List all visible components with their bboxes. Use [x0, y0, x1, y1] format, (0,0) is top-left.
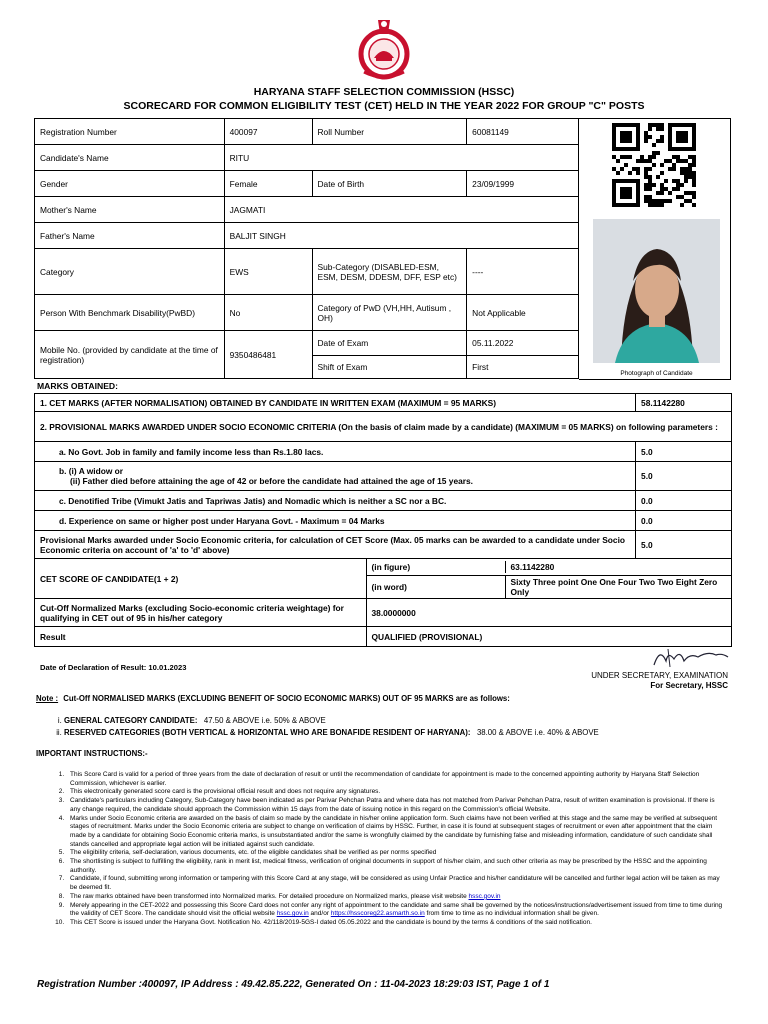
- note-item-general: i. GENERAL CATEGORY CANDIDATE: 47.50 & ABOVE i.e. 50% & ABOVE: [64, 716, 599, 725]
- category-label: Category: [35, 249, 225, 295]
- qr-code-icon: [610, 123, 698, 207]
- instruction-item: 7. Candidate, if found, submitting wrong information or tampering with this Score Card at any stage, will be considered as using Unfair Practice and his/her candidature will be cancelled and further legal action will be taken as may be deemed fit.: [66, 875, 724, 892]
- instruction-item: 5. The eligibility criteria, self-declaration, various documents, etc. of the eligible candidates shall be verified as per norms specified: [66, 849, 724, 858]
- photo-caption: Photograph of Candidate: [620, 370, 693, 377]
- criteria-a-label: a. No Govt. Job in family and family income less than Rs.1.80 lacs.: [35, 442, 636, 462]
- criteria-d-value: 0.0: [636, 511, 732, 531]
- result-value: QUALIFIED (PROVISIONAL): [366, 627, 732, 647]
- pwd-category-value: Not Applicable: [467, 295, 579, 331]
- hssc-link[interactable]: hssc.gov.in: [276, 910, 309, 918]
- instruction-item: 9. Merely appearing in the CET-2022 and possessing this Score Card does not confer any right of appointment to the candidate and same shall be governed by the notices/instructions/advertisement issued from time to time during the validity of CET Score. The candidate should visit the official website hssc.gov.in and/or https://hsscoreg22.asmarth.so.in from time to time as no individual information shall be given.: [66, 902, 724, 919]
- instruction-item: 2. This electronically generated score card is the provisional official result and does not require any signatures.: [66, 788, 724, 797]
- registration-portal-link[interactable]: https://hsscoreg22.asmarth.so.in: [330, 910, 425, 918]
- exam-date-label: Date of Exam: [312, 331, 467, 356]
- candidate-info-table: [34, 118, 579, 379]
- subcategory-label: Sub-Category (DISABLED-ESM, ESM, DESM, DDESM, DFF, ESP etc): [312, 249, 467, 295]
- declaration-date: Date of Declaration of Result: 10.01.2023: [40, 663, 187, 672]
- page-footer: Registration Number :400097, IP Address : 49.42.85.222, Generated On : 11-04-2023 18:29:03 IST, Page 1 of 1: [37, 979, 550, 990]
- criteria-a-value: 5.0: [636, 442, 732, 462]
- note-line: [36, 694, 510, 703]
- hssc-link[interactable]: hssc.gov.in: [468, 892, 501, 900]
- criteria-d-label: d. Experience on same or higher post under Haryana Govt. - Maximum = 04 Marks: [35, 511, 636, 531]
- gender-value: Female: [224, 171, 312, 197]
- provisional-marks-label: Provisional Marks awarded under Socio Economic criteria, for calculation of CET Score (Max. 05 marks can be awarded to a candidate under Socio Economic criteria on account of 'a' to 'd' above): [35, 531, 636, 559]
- marks-section-label: MARKS OBTAINED:: [37, 381, 118, 391]
- instructions-list: [48, 771, 724, 928]
- registration-number-label: Registration Number: [35, 119, 225, 145]
- pwbd-value: No: [224, 295, 312, 331]
- note-text: Cut-Off NORMALISED MARKS (EXCLUDING BENEFIT OF SOCIO ECONOMIC MARKS) OUT OF 95 MARKS are as follows:: [63, 694, 510, 703]
- cutoff-value: 38.0000000: [366, 599, 732, 627]
- criteria-c-label: c. Denotified Tribe (Vimukt Jatis and Tapriwas Jatis) and Nomadic which is neither a SC nor a BC.: [35, 491, 636, 511]
- dob-label: Date of Birth: [312, 171, 467, 197]
- pwbd-label: Person With Benchmark Disability(PwBD): [35, 295, 225, 331]
- candidate-name-value: RITU: [224, 145, 578, 171]
- roll-number-label: Roll Number: [312, 119, 467, 145]
- criteria-b-cell: [35, 462, 636, 491]
- instruction-item: 6. The shortlisting is subject to fulfilling the eligibility, rank in merit list, medical fitness, verification of original documents in support of his/her claim, and such other criteria as may be prescribed by the HSSC and the appointing authority.: [66, 858, 724, 875]
- commission-title: HARYANA STAFF SELECTION COMMISSION (HSSC): [253, 86, 515, 98]
- candidate-photo: [593, 219, 720, 363]
- instruction-item: 10. This CET Score is issued under the Haryana Govt. Notification No. 42/118/2019-5GS-I dated 05.05.2022 and the candidate is bound by the terms & conditions of the said notification.: [66, 919, 724, 928]
- in-figure-value: 63.1142280: [510, 562, 555, 572]
- criteria-c-value: 0.0: [636, 491, 732, 511]
- provisional-marks-value: 5.0: [636, 531, 732, 559]
- father-name-label: Father's Name: [35, 223, 225, 249]
- instructions-heading: IMPORTANT INSTRUCTIONS:-: [36, 749, 148, 758]
- criteria-b-value: 5.0: [636, 462, 732, 491]
- category-value: EWS: [224, 249, 312, 295]
- cet-marks-value: 58.1142280: [636, 394, 732, 412]
- subcategory-value: ----: [467, 249, 579, 295]
- cet-score-figure-row: [366, 559, 732, 576]
- instruction-item: 4. Marks under Socio Economic criteria are awarded on the basis of claim so made by the candidate in his/her online application form. Such claims have not been verified at this stage and the same may be verified at subsequent stages of recruitment. Marks under the Socio Economic criteria are subject to change on verification of claims by HSSC. Further, in case it is found at subsequent stages of recruitment or even after appointment that the claim made by a candidate for obtaining Socio Economic criteria marks, is unsubstantiated and/or the same is wrongfully claimed by the candidate by furnishing false and misleading information, candidature of such candidate shall stands cancelled and appropriate legal action will be initiated against such candidate.: [66, 815, 724, 850]
- candidate-name-label: Candidate's Name: [35, 145, 225, 171]
- exam-date-value: 05.11.2022: [467, 331, 579, 356]
- cutoff-label: Cut-Off Normalized Marks (excluding Socio-economic criteria weightage) for qualifying in CET out of 95 in his/her category: [35, 599, 367, 627]
- criteria-b-label-1: b. (i) A widow or: [59, 466, 124, 476]
- pwd-category-label: Category of PwD (VH,HH, Autisum , OH): [312, 295, 467, 331]
- shift-value: First: [467, 356, 579, 379]
- mother-name-label: Mother's Name: [35, 197, 225, 223]
- socio-economic-heading: 2. PROVISIONAL MARKS AWARDED UNDER SOCIO ECONOMIC CRITERIA (On the basis of claim made by a candidate) (MAXIMUM = 05 MARKS) on following parameters :: [35, 412, 732, 442]
- instruction-item: 1. This Score Card is valid for a period of three years from the date of declaration of result or until the recommendation of candidate for appointment is made to the concerned appointing authority by Haryana Staff Selection Commission, whichever is earlier.: [66, 771, 724, 788]
- haryana-emblem-icon: [352, 14, 416, 80]
- note-item-reserved: ii. RESERVED CATEGORIES (BOTH VERTICAL & HORIZONTAL WHO ARE BONAFIDE RESIDENT OF HARYANA): 38.00 & ABOVE i.e. 40% & ABOVE: [64, 728, 599, 737]
- mobile-value: 9350486481: [224, 331, 312, 379]
- criteria-b-label-2: (ii) Father died before attaining the age of 42 or before the candidate had attained the age of 15 years.: [70, 476, 474, 486]
- shift-label: Shift of Exam: [312, 356, 467, 379]
- cet-score-word-row: [366, 576, 732, 599]
- mother-name-value: JAGMATI: [224, 197, 578, 223]
- dob-value: 23/09/1999: [467, 171, 579, 197]
- in-word-value: Sixty Three point One One Four Two Two Eight Zero Only: [510, 577, 718, 597]
- roll-number-value: 60081149: [467, 119, 579, 145]
- signatory-title: UNDER SECRETARY, EXAMINATION: [591, 671, 728, 680]
- note-label: Note :: [36, 694, 59, 703]
- marks-table: [34, 393, 732, 647]
- registration-number-value: 400097: [224, 119, 312, 145]
- mobile-label: Mobile No. (provided by candidate at the time of registration): [35, 331, 225, 379]
- signatory-subtitle: For Secretary, HSSC: [650, 681, 728, 690]
- instruction-item: 8. The raw marks obtained have been transformed into Normalized marks. For detailed procedure on Normalized marks, please visit website hssc.gov.in: [66, 893, 724, 902]
- gender-label: Gender: [35, 171, 225, 197]
- in-word-label: (in word): [367, 576, 506, 598]
- in-figure-label: (in figure): [367, 561, 506, 573]
- cet-score-label: CET SCORE OF CANDIDATE(1 + 2): [35, 559, 367, 599]
- signature-icon: [650, 643, 730, 671]
- scorecard-title: SCORECARD FOR COMMON ELIGIBILITY TEST (CET) HELD IN THE YEAR 2022 FOR GROUP "C" POSTS: [123, 100, 645, 112]
- father-name-value: BALJIT SINGH: [224, 223, 578, 249]
- instruction-item: 3. Candidate's particulars including Category, Sub-Category have been indicated as per Parivar Pehchan Patra and where data has not matched from Parivar Pehchan Patra, result of written examination is provisional. If there is any change required, the candidate should approach the Commission within 15 days from the date of issuing notice in this regard on the Commission's official Website.: [66, 797, 724, 814]
- cet-marks-label: 1. CET MARKS (AFTER NORMALISATION) OBTAINED BY CANDIDATE IN WRITTEN EXAM (MAXIMUM = 95 MARKS): [35, 394, 636, 412]
- note-list: [44, 716, 599, 740]
- result-label: Result: [35, 627, 367, 647]
